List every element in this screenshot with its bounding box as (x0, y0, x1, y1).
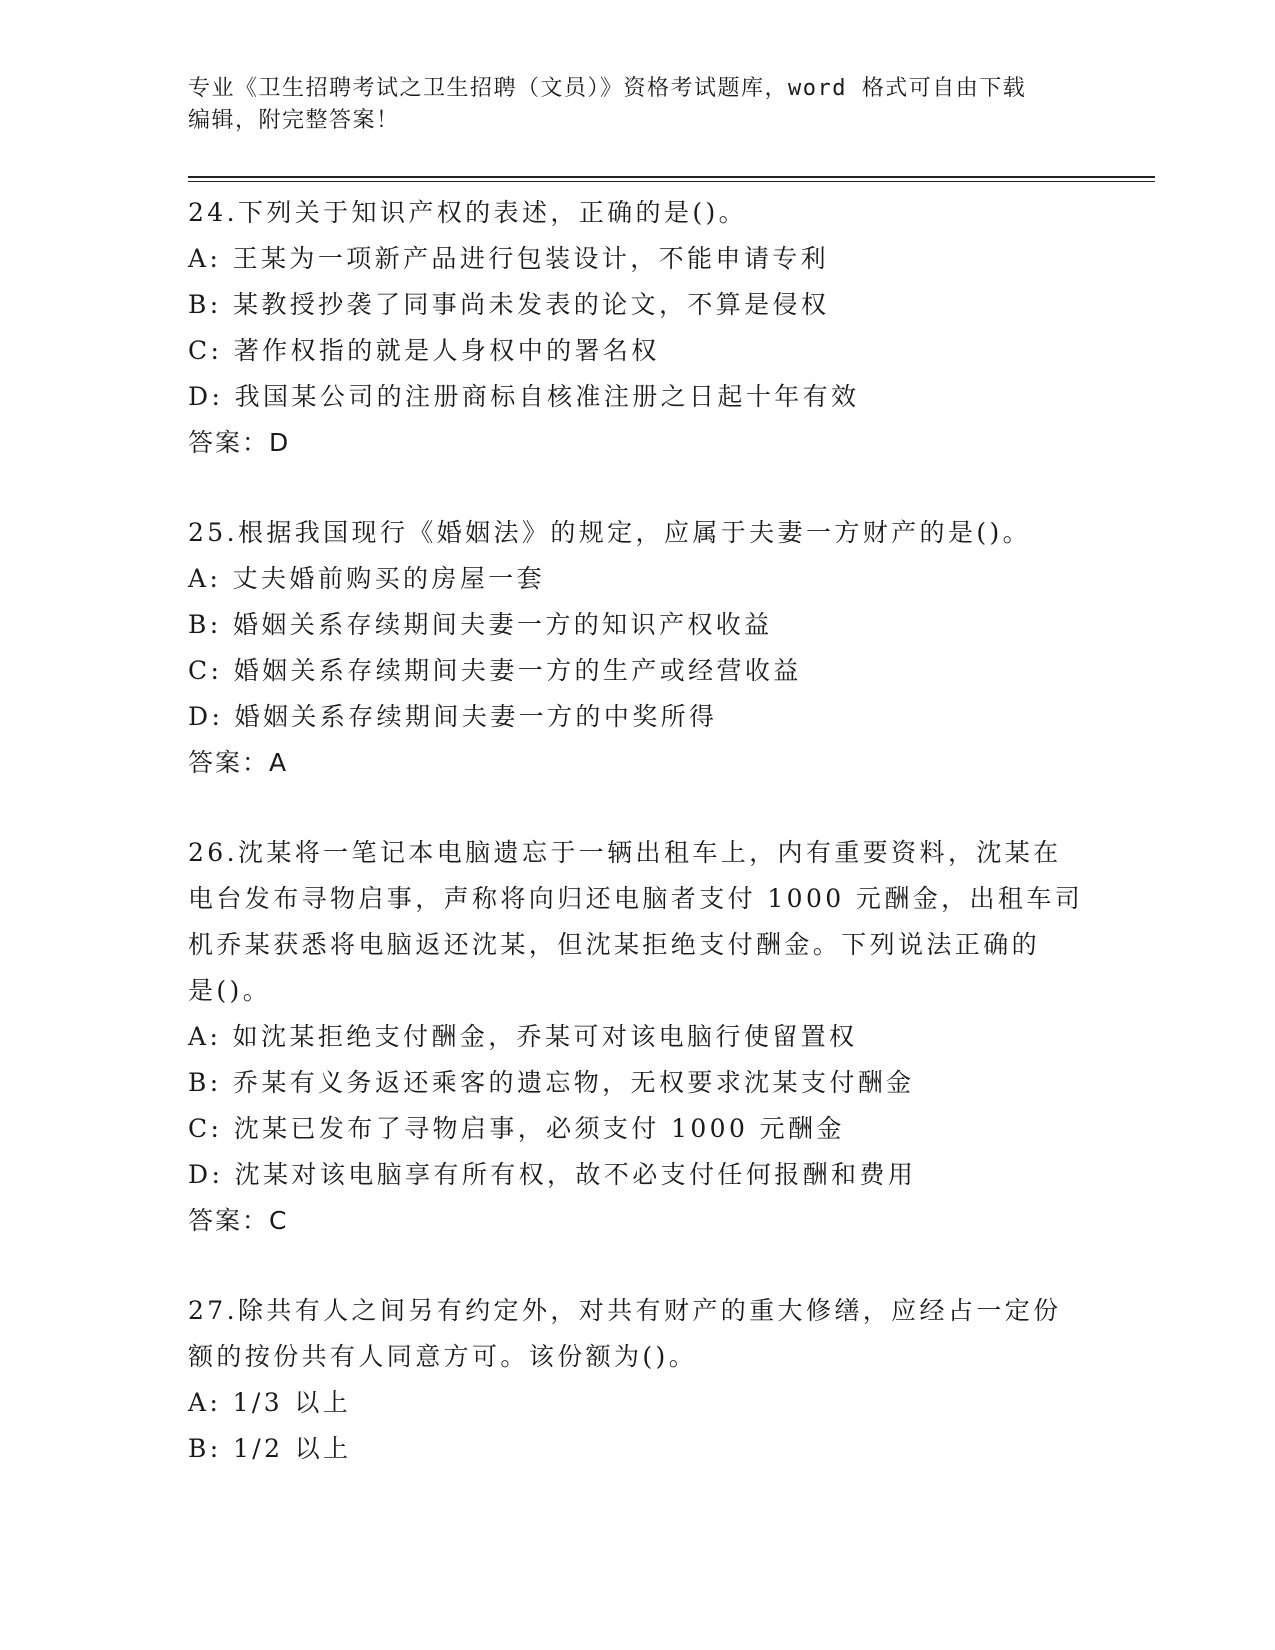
answer-line: 答案：D (188, 428, 291, 457)
option-b: B: 1/2 以上 (188, 1434, 352, 1463)
spacer (188, 466, 1078, 510)
option-a: A: 王某为一项新产品进行包装设计，不能申请专利 (188, 244, 830, 273)
question-text (188, 510, 1078, 556)
option-b: B: 乔某有义务返还乘客的遗忘物，无权要求沈某支付酬金 (188, 1068, 915, 1097)
question-26 (188, 830, 1084, 1244)
option-a: A: 丈夫婚前购买的房屋一套 (188, 564, 546, 593)
question-24 (188, 190, 1078, 466)
option-b: B: 婚姻关系存续期间夫妻一方的知识产权收益 (188, 610, 773, 639)
option-d: D: 我国某公司的注册商标自核准注册之日起十年有效 (188, 382, 860, 411)
answer-line: 答案：A (188, 748, 289, 777)
header-line-1: 专业《卫生招聘考试之卫生招聘（文员）》资格考试题库，word 格式可自由下载 (188, 76, 1027, 101)
option-d: D: 婚姻关系存续期间夫妻一方的中奖所得 (188, 702, 718, 731)
document-header (188, 73, 1068, 137)
option-a: A: 1/3 以上 (188, 1388, 352, 1417)
question-line: 电台发布寻物启事，声称将向归还电脑者支付 1000 元酬金，出租车司 (188, 884, 1084, 913)
question-list (188, 190, 1084, 1472)
header-rule-thick (188, 176, 1155, 178)
question-line: 额的按份共有人同意方可。该份额为()。 (188, 1342, 698, 1371)
header-line-2: 编辑，附完整答案！ (188, 108, 400, 133)
spacer (188, 1244, 1078, 1288)
answer-line: 答案：C (188, 1206, 289, 1235)
question-text (188, 1288, 1078, 1380)
question-line: 24.下列关于知识产权的表述，正确的是()。 (188, 198, 748, 227)
question-line: 27.除共有人之间另有约定外，对共有财产的重大修缮，应经占一定份 (188, 1296, 1062, 1325)
option-c: C: 沈某已发布了寻物启事，必须支付 1000 元酬金 (188, 1114, 845, 1143)
question-25 (188, 510, 1078, 786)
question-text (188, 830, 1084, 1014)
question-line: 26.沈某将一笔记本电脑遗忘于一辆出租车上，内有重要资料，沈某在 (188, 838, 1062, 867)
option-b: B: 某教授抄袭了同事尚未发表的论文，不算是侵权 (188, 290, 830, 319)
spacer (188, 786, 1078, 830)
header-rule-thin (188, 181, 1155, 182)
option-d: D: 沈某对该电脑享有所有权，故不必支付任何报酬和费用 (188, 1160, 917, 1189)
question-27 (188, 1288, 1078, 1472)
question-line: 机乔某获悉将电脑返还沈某，但沈某拒绝支付酬金。下列说法正确的 (188, 930, 1041, 959)
option-c: C: 婚姻关系存续期间夫妻一方的生产或经营收益 (188, 656, 802, 685)
option-c: C: 著作权指的就是人身权中的署名权 (188, 336, 660, 365)
option-a: A: 如沈某拒绝支付酬金，乔某可对该电脑行使留置权 (188, 1022, 858, 1051)
question-line: 25.根据我国现行《婚姻法》的规定，应属于夫妻一方财产的是()。 (188, 518, 1032, 547)
question-line: 是()。 (188, 976, 272, 1005)
question-text (188, 190, 1078, 236)
